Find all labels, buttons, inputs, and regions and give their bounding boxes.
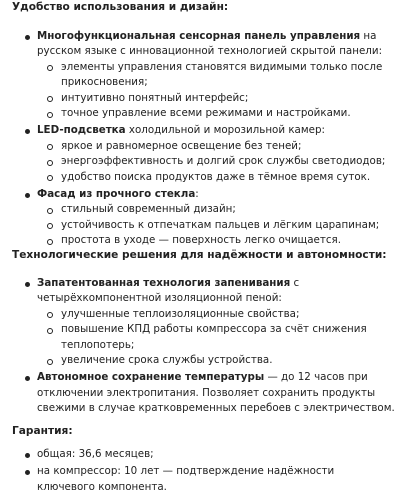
list-item [22, 29, 395, 121]
sub-item: интуитивно понятный интерфейс; [37, 91, 395, 106]
sub-item: точное управление всеми режимами и настройками. [37, 106, 395, 121]
sub-item: энергоэффективность и долгий срок службы светодиодов; [37, 154, 395, 169]
sub-list [37, 60, 395, 122]
technology-list [22, 276, 395, 419]
sub-item: улучшенные теплоизоляционные свойства; [37, 307, 395, 322]
item-text: общая: 36,6 месяцев; [37, 448, 154, 460]
item-text: на русском языке с инновационной технологией скрытой панели: [37, 30, 383, 58]
item-text: холодильной и морозильной камер: [125, 124, 325, 137]
list-item [22, 464, 395, 495]
list-item [22, 447, 395, 462]
sub-item: простота в уходе — поверхность легко очищается. [37, 233, 395, 248]
sub-item: элементы управления становятся видимыми только после прикосновения; [37, 60, 395, 91]
sub-item: удобство поиска продуктов даже в тёмное время суток. [37, 170, 395, 185]
section-heading-warranty: Гарантия: [12, 425, 73, 437]
item-text: — до 12 часов при отключении электропитания. Позволяет сохранить продукты свежими в случае кратковременных перебоев с электричеством. [37, 371, 395, 415]
list-item [22, 123, 395, 185]
item-title: LED-подсветка [37, 124, 126, 137]
item-text: с четырёхкомпонентной изоляционной пеной: [37, 277, 300, 305]
sub-item: устойчивость к отпечаткам пальцев и лёгким царапинам; [37, 218, 395, 233]
sub-item: повышение КПД работы компрессора за счёт снижения теплопотерь; [37, 322, 395, 353]
item-title: Запатентованная технология запенивания [37, 277, 291, 289]
list-item [22, 276, 395, 368]
list-item [22, 370, 395, 416]
sub-list [37, 307, 395, 369]
section-heading-technology: Технологические решения для надёжности и автономности: [12, 249, 387, 261]
item-text: : [195, 188, 199, 201]
sub-item: увеличение срока службы устройства. [37, 353, 395, 368]
item-title: Многофункциональная сенсорная панель управления [37, 30, 361, 42]
warranty-list [22, 447, 395, 497]
sub-item: стильный современный дизайн; [37, 202, 395, 217]
sub-list [37, 202, 395, 248]
sub-item: яркое и равномерное освещение без теней; [37, 139, 395, 154]
sub-list [37, 139, 395, 185]
list-item [22, 187, 395, 249]
item-text: на компрессор: 10 лет — подтверждение надёжности ключевого компонента. [37, 465, 335, 493]
section-heading-usability: Удобство использования и дизайн: [12, 1, 229, 13]
usability-list [22, 29, 395, 251]
item-title: Фасад из прочного стекла [37, 188, 196, 201]
item-title: Автономное сохранение температуры [37, 371, 265, 384]
